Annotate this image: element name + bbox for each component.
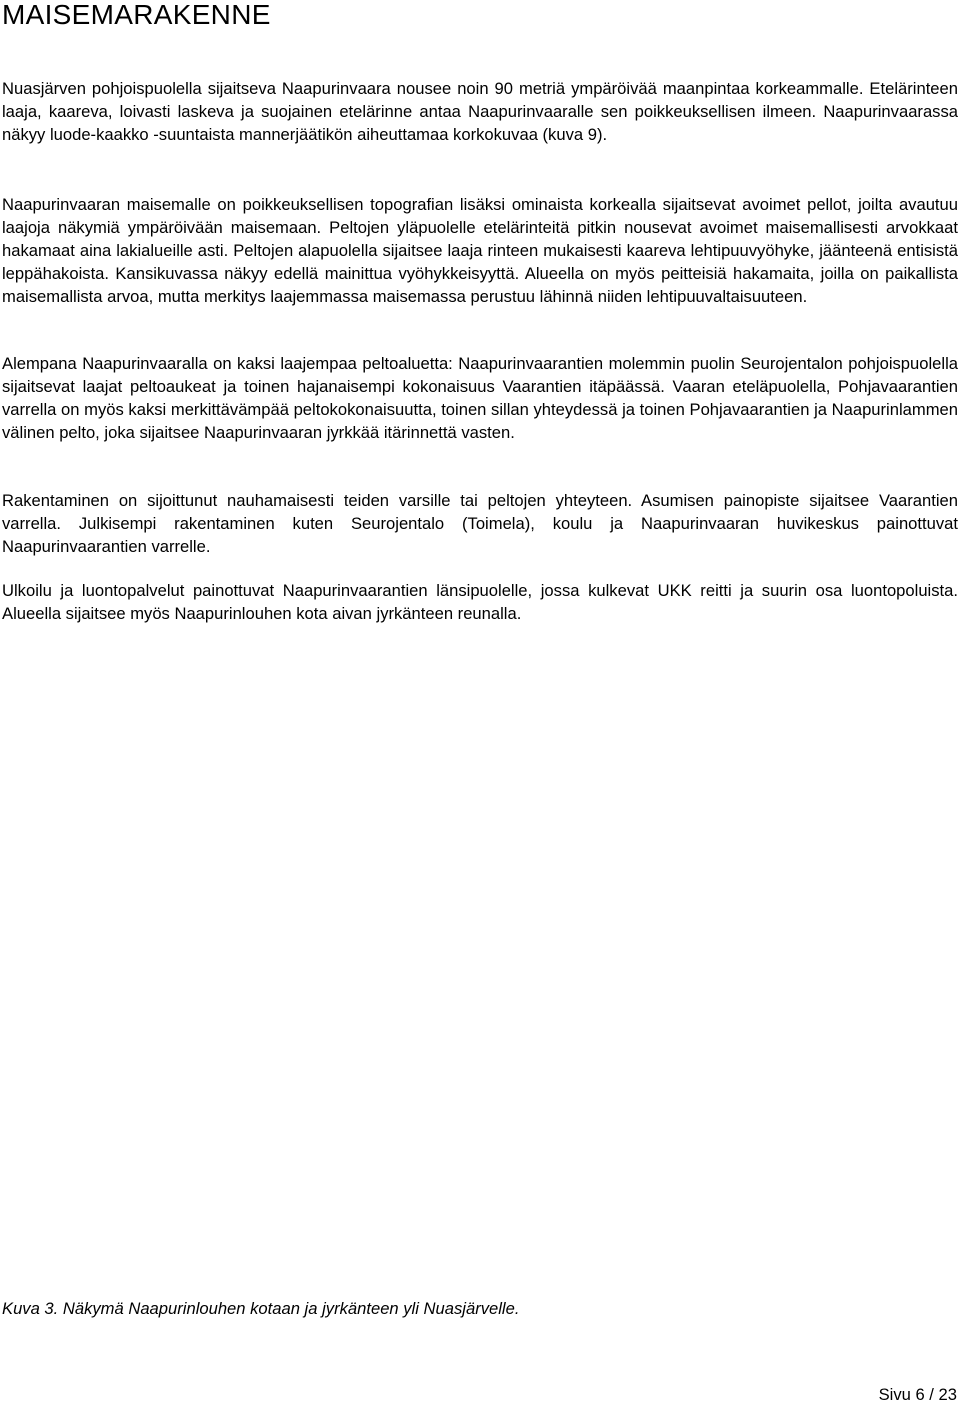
figure-caption: Kuva 3. Näkymä Naapurinlouhen kotaan ja jyrkänteen yli Nuasjärvelle. bbox=[2, 1299, 520, 1318]
paragraph-intro: Nuasjärven pohjoispuolella sijaitseva Naapurinvaara nousee noin 90 metriä ympäröivää maanpintaa korkeammalle. Etelärinteen laaja, kaareva, loivasti laskeva ja suojainen etelärinne antaa Naapurinvaaralle sen poikkeuksellisen ilmeen. Naapurinvaarassa näkyy luode-kaakko -suuntaista mannerjäätikön aiheuttamaa korkokuvaa (kuva 9). bbox=[2, 79, 958, 144]
page-heading: MAISEMARAKENNE bbox=[2, 0, 271, 30]
page-number: Sivu 6 / 23 bbox=[878, 1385, 957, 1404]
paragraph-fields: Alempana Naapurinvaaralla on kaksi laajempaa peltoaluetta: Naapurinvaarantien molemmin puolin Seurojentalon pohjoispuolella sijaitsevat laajat peltoaukeat ja toinen hajanaisempi kokonaisuus Vaarantien itäpäässä. Vaaran eteläpuolella, Pohjavaarantien varrella on myös kaksi merkittävämpää peltokokonaisuutta, toinen sillan yhteydessä ja toinen Pohjavaarantien ja Naapurinlammen välinen pelto, joka sijaitsee Naapurinvaaran jyrkkää itärinnettä vasten. bbox=[2, 354, 958, 442]
paragraph-construction: Rakentaminen on sijoittunut nauhamaisesti teiden varsille tai peltojen yhteyteen. Asumisen painopiste sijaitsee Vaarantien varrella. Julkisempi rakentaminen kuten Seurojentalo (Toimela), koulu ja Naapurinvaaran huvikeskus painottuvat Naapurinvaarantien varrelle. bbox=[2, 491, 958, 556]
paragraph-landscape: Naapurinvaaran maisemalle on poikkeuksellisen topografian lisäksi ominaista korkealla sijaitsevat avoimet pellot, joilta avautuu laajoja näkymiä ympäröivään maisemaan. Peltojen yläpuolelle etelärinteitä pitkin nousevat avoimet maisemallisesti arvokkaat hakamaat aina lakialueille asti. Peltojen alapuolella sijaitsee laaja rinteen mukaisesti kaareva lehtipuuvyöhyke, jäänteenä entisistä leppähakoista. Kansikuvassa näkyy edellä mainittua vyöhykkeisyyttä. Alueella on myös peitteisiä hakamaita, joilla on paikallista maisemallista arvoa, mutta merkitys laajemmassa maisemassa perustuu lähinnä niiden lehtipuuvaltaisuuteen. bbox=[2, 195, 958, 306]
paragraph-recreation: Ulkoilu ja luontopalvelut painottuvat Naapurinvaarantien länsipuolelle, jossa kulkevat UKK reitti ja suurin osa luontopoluista. Alueella sijaitsee myös Naapurinlouhen kota aivan jyrkänteen reunalla. bbox=[2, 581, 958, 623]
